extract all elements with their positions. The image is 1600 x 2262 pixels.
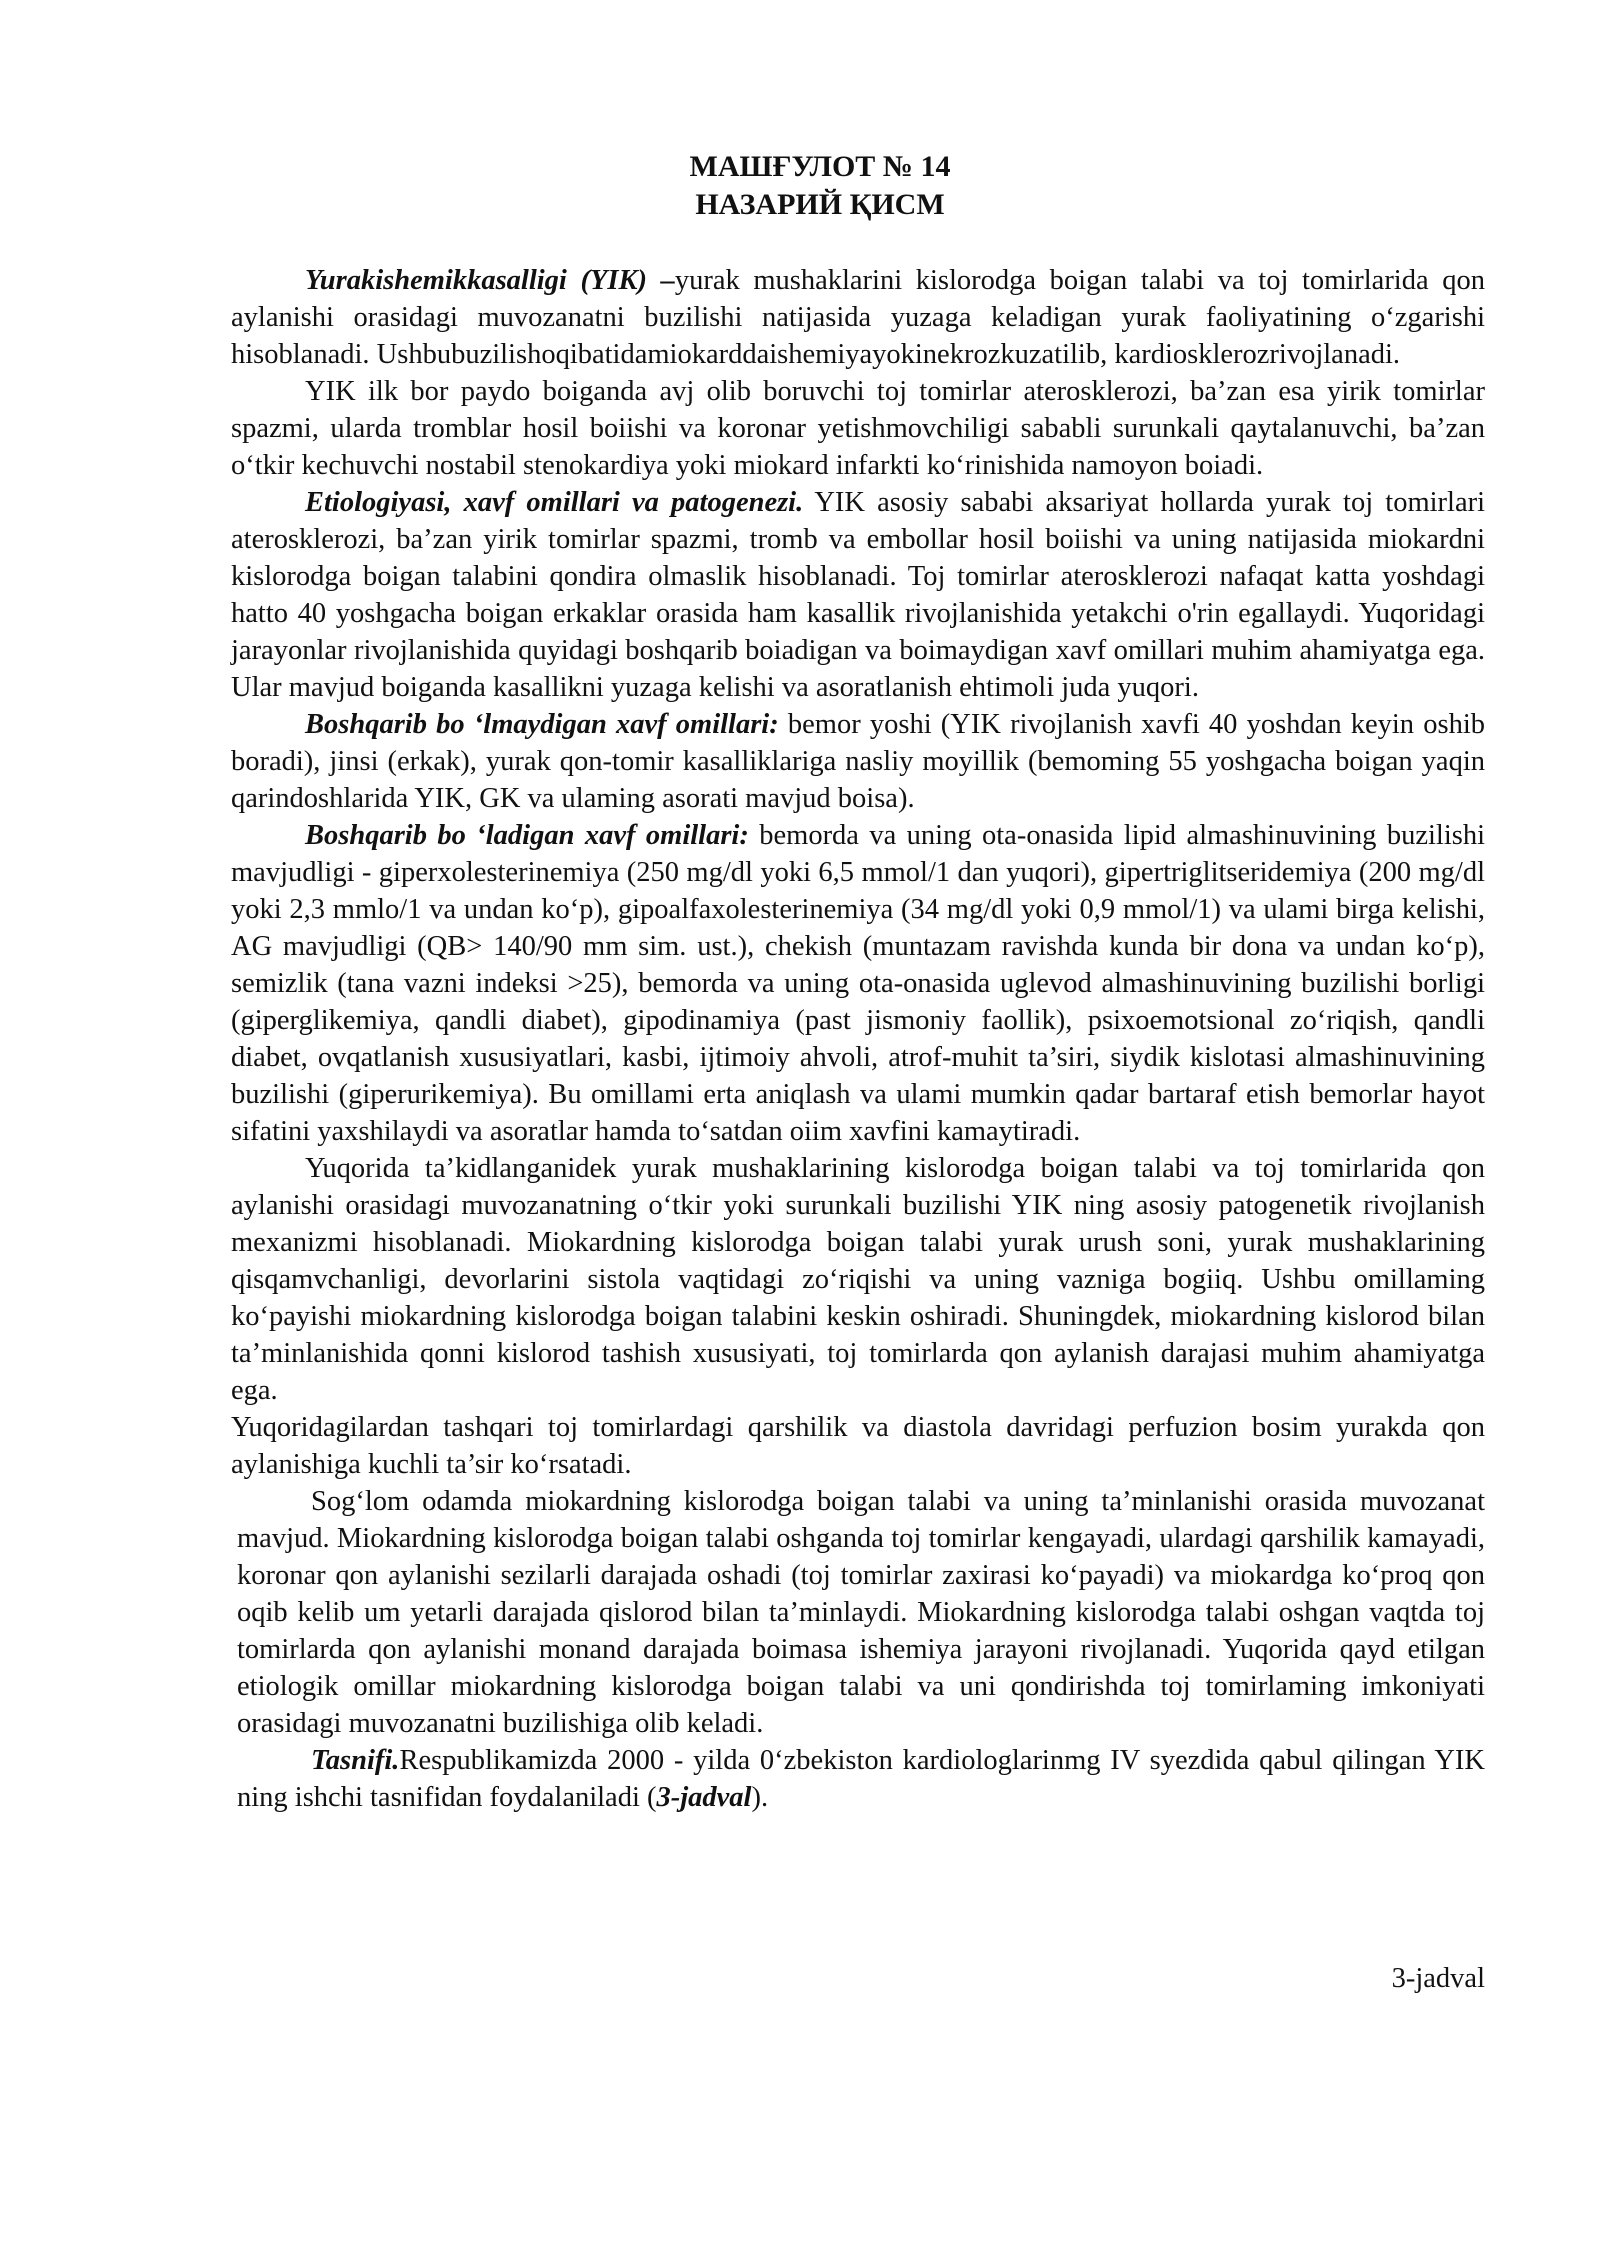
section-title: НАЗАРИЙ ҚИСМ (695, 188, 945, 221)
paragraph-healthy-balance (231, 1483, 1485, 1742)
paragraph-text: bemorda va uning ota-onasida lipid almashinuvining buzilishi mavjudligi - giperxolesterinemiya (250 mg/dl yoki 6,5 mmol/1 dan yuqori), gipertriglitseridemiya (200 mg/dl yoki 2,3 mmlo/1 va undan ko‘p), gipoalfaxolesterinemiya (34 mg/dl yoki 0,9 mmol/1) va ulami birga kelishi, AG mavjudligi (QB> 140/90 mm sim. ust.), chekish (muntazam ravishda kunda bir dona va undan ko‘p), semizlik (tana vazni indeksi >25), bemorda va uning ota-onasida uglevod almashinuvining buzilishi borligi (giperglikemiya, qandli diabet), gipodinamiya (past jismoniy faollik), psixoemotsional zo‘riqish, qandli diabet, ovqatlanish xususiyatlari, kasbi, ijtimoiy ahvoli, atrof-muhit ta’siri, siydik kislotasi almashinuvining buzilishi (giperurikemiya). Bu omillami erta aniqlash va ulami mumkin qadar bartaraf etish bemorlar hayot sifatini yaxshilaydi va asoratlar hamda to‘satdan oiim xavfini kamaytiradi. (231, 820, 1486, 1147)
paragraph-text: YIK ilk bor paydo boiganda avj olib boruvchi toj tomirlar aterosklerozi, ba’zan esa yirik tomirlar spazmi, ularda tromblar hosil boiishi va koronar yetishmovchiligi sababli surunkali qaytalanuvchi, ba’zan o‘tkir kechuvchi nostabil stenokardiya yoki miokard infarkti ko‘rinishida namoyon boiadi. (231, 376, 1485, 481)
term-modifiable: Boshqarib bo ‘ladigan xavf omillari: (305, 820, 749, 851)
paragraph-etiology (231, 484, 1485, 706)
paragraph-text: yurak mushaklarini kislorodga boigan talabi va toj tomirlarida qon aylanishi orasidagi muvozanatni buzilishi natijasida yuzaga keladigan yurak faoliyatining o‘zgarishi hisoblanadi. Ushbubuzilishoqibatidamiokarddaishemiyayokinekrozkuzatilib, kardiosklerozrivojlanadi. (231, 265, 1485, 370)
paragraph-text: Yuqorida ta’kidlanganidek yurak mushaklarining kislorodga boigan talabi va toj tomirlarida qon aylanishi orasidagi muvozanatning o‘tkir yoki surunkali buzilishi YIK ning asosiy patogenetik rivojlanish mexanizmi hisoblanadi. Miokardning kislorodga boigan talabi yurak urush soni, yurak mushaklarining qisqamvchanligi, devorlarini sistola vaqtidagi zo‘riqishi va uning vazniga bogiiq. Ushbu omillaming ko‘payishi miokardning kislorodga boigan talabini keskin oshiradi. Shuningdek, miokardning kislorod bilan ta’minlanishida qonni kislorod tashish xususiyati, toj tomirlarda qon aylanish darajasi muhim ahamiyatga ega. (231, 1153, 1485, 1406)
paragraph-modifiable-risk (231, 817, 1485, 1150)
term-etiology: Etiologiyasi, xavf omillari va patogenezi. (305, 487, 804, 518)
paragraph-text: bemor yoshi (YIK rivojlanish xavfi 40 yoshdan keyin oshib boradi), jinsi (erkak), yurak qon-tomir kasalliklariga nasliy moyillik (bemoming 55 yoshgacha boigan yaqin qarindoshlarida YIK, GK va ulaming asorati mavjud boisa). (231, 709, 1485, 814)
paragraph-text: YIK asosiy sababi aksariyat hollarda yurak toj tomirlari aterosklerozi, ba’zan yirik tomirlar spazmi, tromb va embollar hosil boiishi va uning natijasida miokardni kislorodga boigan talabini qondira olmaslik hisoblanadi. Toj tomirlar aterosklerozi nafaqat katta yoshdagi hatto 40 yoshgacha boigan erkaklar orasida ham kasallik rivojlanishida yetakchi o'rin egallaydi. Yuqoridagi jarayonlar rivojlanishida quyidagi boshqarib boiadigan va boimaydigan xavf omillari muhim ahamiyatga ega. Ular mavjud boiganda kasallikni yuzaga kelishi va asoratlanish ehtimoli juda yuqori. (231, 487, 1485, 703)
paragraph-classification (231, 1742, 1485, 1816)
paragraph-text: Yuqoridagilardan tashqari toj tomirlardagi qarshilik va diastola davridagi perfuzion bosim yurakda qon aylanishiga kuchli ta’sir ko‘rsatadi. (231, 1412, 1485, 1480)
term-yik: Yurakishemikkasalligi (YIK) – (305, 265, 675, 296)
body-text (231, 262, 1485, 1816)
lesson-title: МАШҒУЛОТ № 14 (689, 150, 951, 183)
table-label: 3-jadval (1391, 1963, 1485, 1994)
paragraph-definition (231, 262, 1485, 373)
paragraph-onset (231, 373, 1485, 484)
paragraph-text: Respublikamizda 2000 - yilda 0‘zbekiston kardiologlarinmg IV syezdida qabul qilingan YIK ning ishchi tasnifidan foydalaniladi ( (237, 1745, 1485, 1813)
paragraph-text: Sog‘lom odamda miokardning kislorodga boigan talabi va uning ta’minlanishi orasida muvozanat mavjud. Miokardning kislorodga boigan talabi oshganda toj tomirlar kengayadi, ulardagi qarshilik kamayadi, koronar qon aylanishi sezilarli darajada oshadi (toj tomirlar zaxirasi ko‘payadi) va miokardga ko‘proq qon oqib kelib um yetarli darajada qislorod bilan ta’minlaydi. Miokardning kislorodga talabi oshgan vaqtda toj tomirlarda qon aylanishi monand darajada boimasa ishemiya jarayoni rivojlanadi. Yuqorida qayd etilgan etiologik omillar miokardning kislorodga boigan talabi va uni qondirishda toj tomirlaming imkoniyati orasidagi muvozanatni buzilishiga olib keladi. (237, 1486, 1485, 1739)
term-nonmodifiable: Boshqarib bo ‘lmaydigan xavf omillari: (305, 709, 779, 740)
title-block (0, 148, 1600, 224)
paragraph-resistance (231, 1409, 1485, 1483)
table-reference: 3-jadval (656, 1782, 752, 1813)
term-classification: Tasnifi. (311, 1745, 400, 1776)
paragraph-pathogenesis (231, 1150, 1485, 1409)
paragraph-tail: ). (751, 1782, 769, 1813)
paragraph-nonmodifiable-risk (231, 706, 1485, 817)
